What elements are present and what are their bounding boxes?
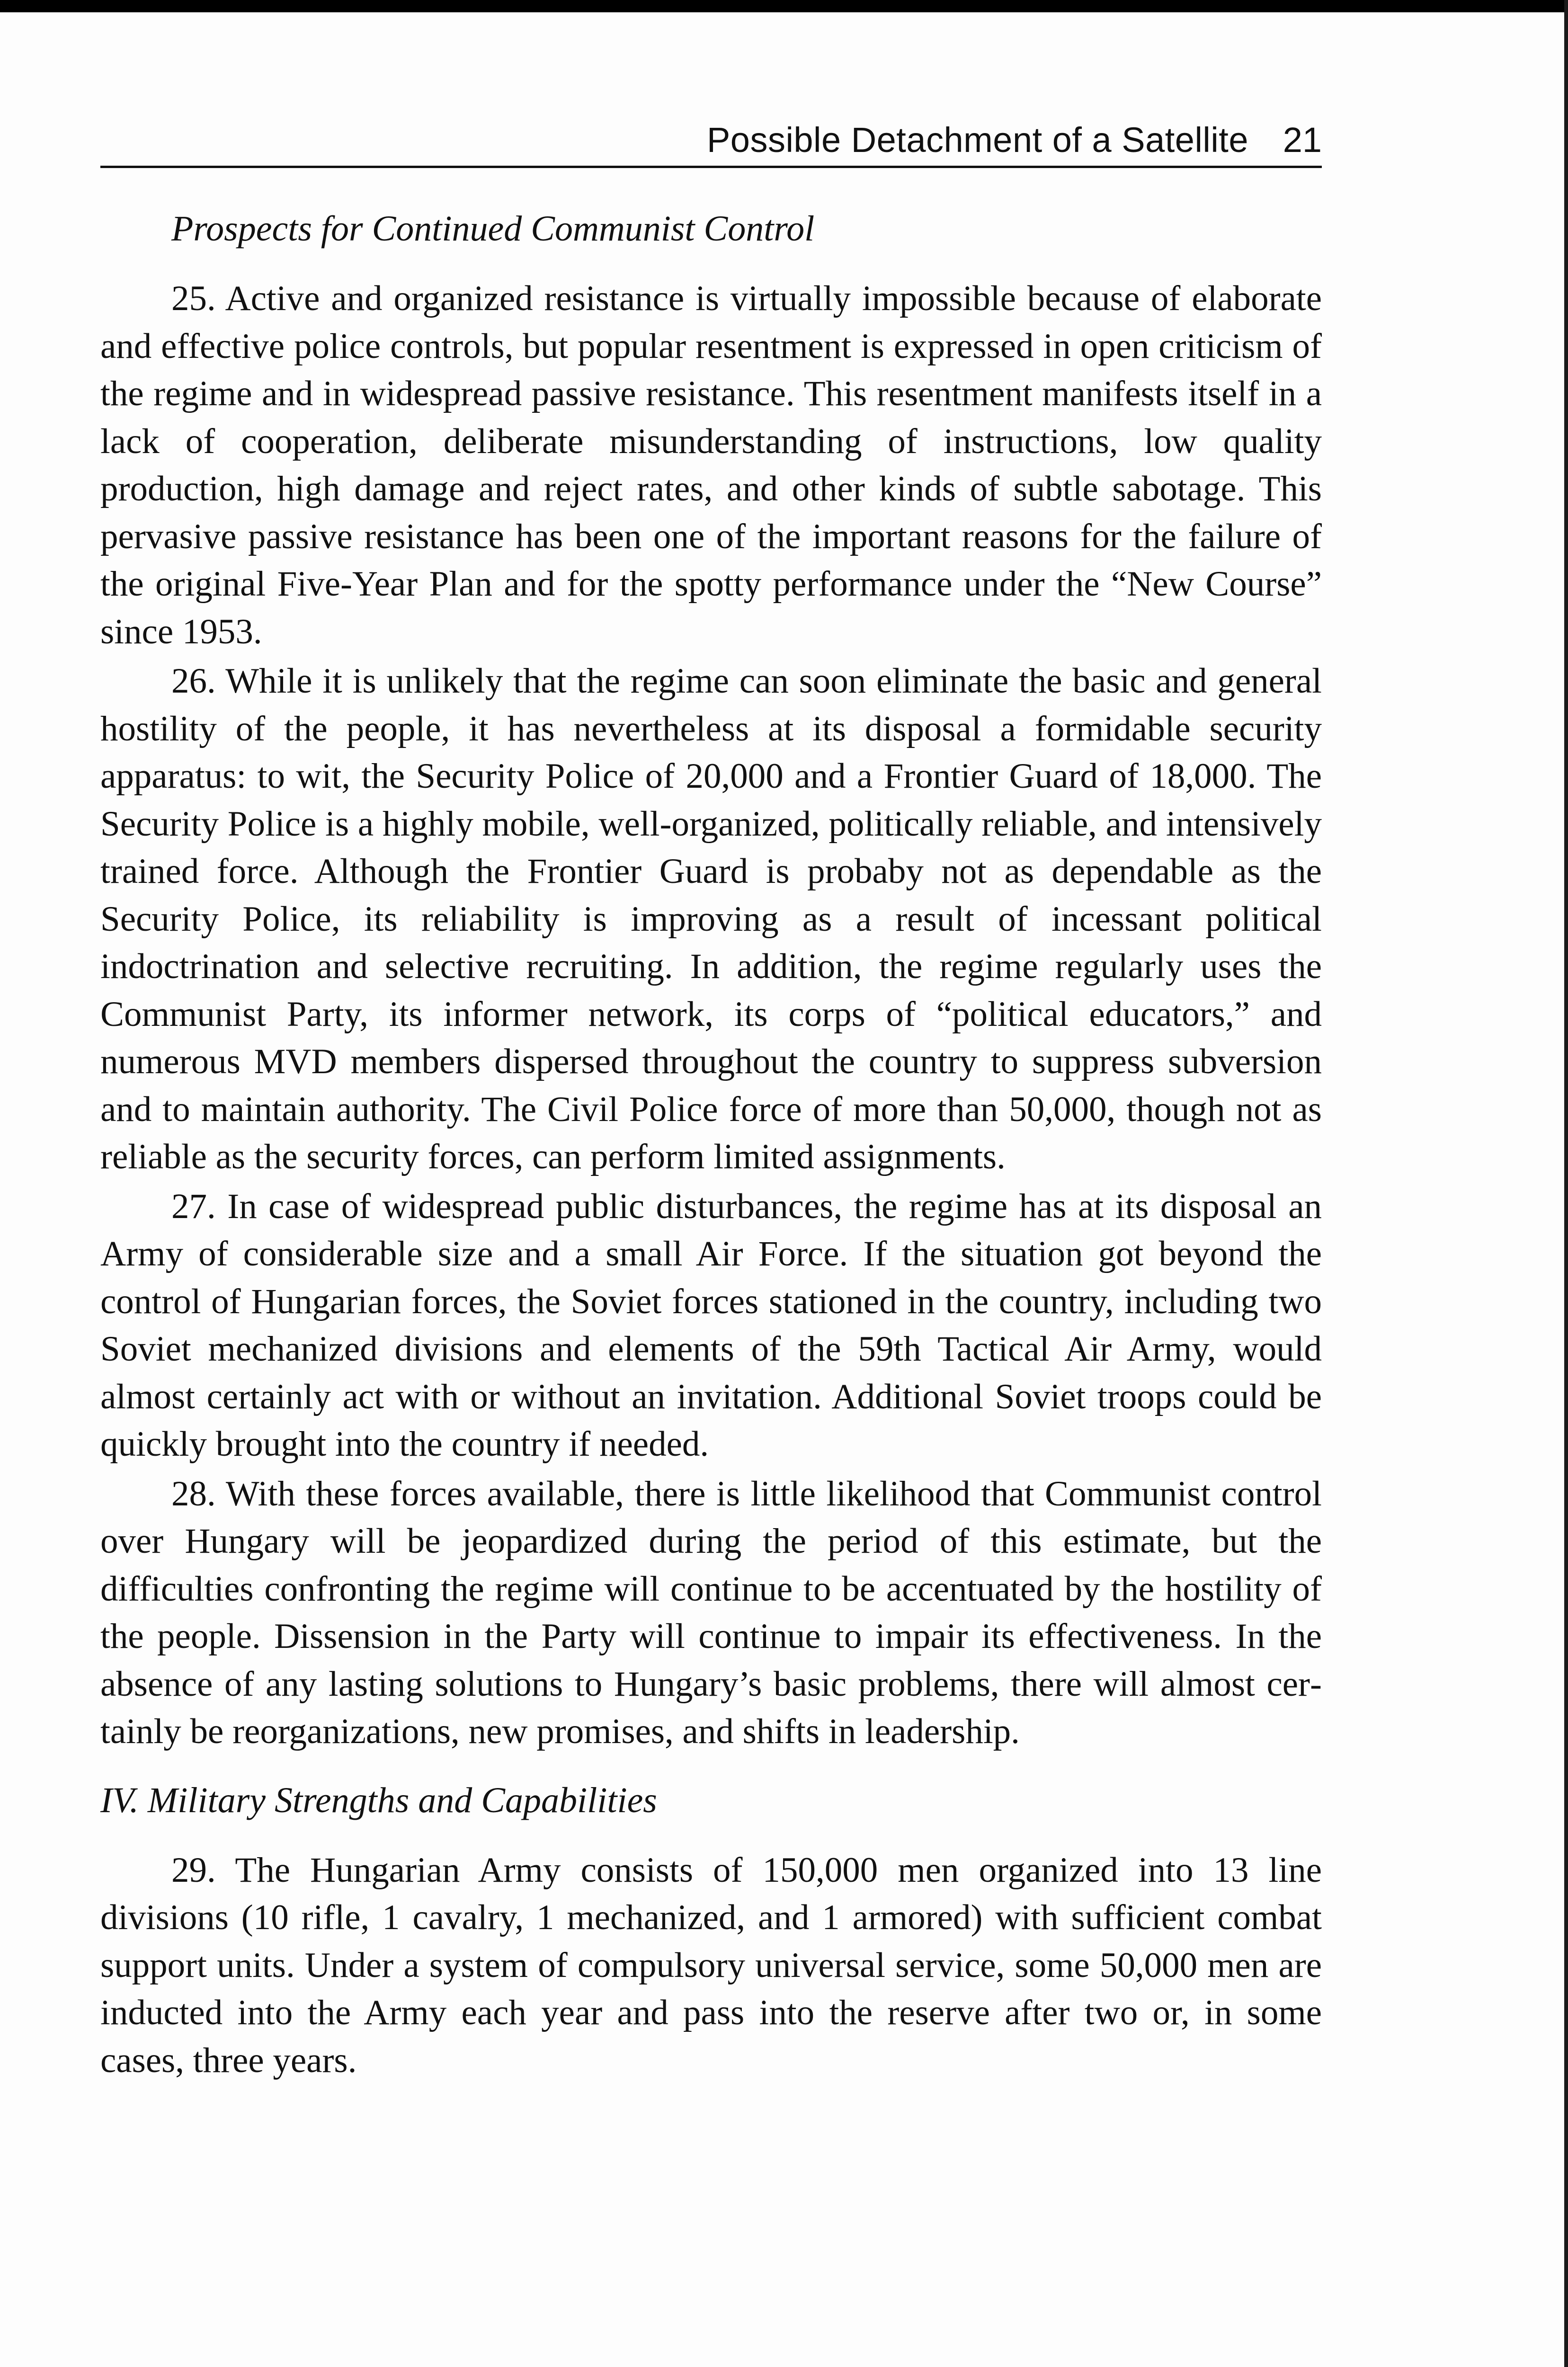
paragraph-29: 29. The Hungarian Army consists of 150,000 men organized into 13 line divisions (10 rifle, 1 cavalry, 1 mechanized, and 1 armored) with sufficient combat support units. Under a system of compulsory universal service, some 50,000 men are inducted into the Army each year and pass into the reserve after two or, in some cases, three years. — [100, 1850, 1322, 2080]
page-number: 21 — [1283, 120, 1322, 160]
paragraph-27: 27. In case of widespread public disturbances, the regime has at its disposal an Army of considerable size and a small Air Force. If the situation got beyond the control of Hungarian forces, the Soviet forces stationed in the country, including two Soviet mechanized divisions and elements of the 59th Tactical Air Army, would almost certainly act with or without an invitation. Additional Soviet troops could be quickly brought into the country if needed. — [100, 1186, 1322, 1464]
paragraph-26: 26. While it is unlikely that the regime can soon eliminate the basic and general hostility of the people, it has nevertheless at its disposal a formidable security apparatus: to wit, the Security Police of 20,000 and a Frontier Guard of 18,000. The Security Police is a highly mobile, well-organized, politically reliable, and intensively trained force. Although the Frontier Guard is probaby not as dependable as the Security Police, its reliability is improving as a result of incessant political indoctrination and selective recruiting. In addition, the regime regularly uses the Communist Party, its informer network, its corps of “political educators,” and numerous MVD members dispersed throughout the country to suppress subversion and to maintain authority. The Civil Police force of more than 50,000, though not as reliable as the security forces, can perform limited assignments. — [100, 661, 1322, 1176]
book-page — [100, 118, 1322, 2084]
section-heading-prospects: Prospects for Continued Communist Control — [171, 209, 815, 249]
paragraph-28: 28. With these forces available, there is little likelihood that Communist control over Hungary will be jeopardized during the period of this estimate, but the difficulties confronting the regime will continue to be accentuated by the hostility of the people. Dissension in the Party will continue to impair its effectiveness. In the absence of any lasting solutions to Hungary’s basic problems, there will almost certainly be reorganizations, new promises, and shifts in leadership. — [100, 1474, 1322, 1751]
section-heading-military: IV. Military Strengths and Capabilities — [100, 1780, 657, 1820]
scan-top-edge — [0, 0, 1568, 12]
scan-right-edge — [1564, 0, 1568, 2367]
running-head-title: Possible Detachment of a Satellite — [706, 120, 1248, 160]
running-head — [100, 118, 1322, 168]
paragraph-25: 25. Active and organized resistance is virtually impossible because of elaborate and effective police controls, but popular resentment is expressed in open criticism of the regime and in widespread passive resistance. This resentment manifests itself in a lack of cooperation, deliberate misunderstanding of instructions, low quality production, high damage and reject rates, and other kinds of subtle sabotage. This pervasive passive resistance has been one of the important reasons for the failure of the original Five-Year Plan and for the spotty performance under the “New Course” since 1953. — [100, 279, 1322, 651]
